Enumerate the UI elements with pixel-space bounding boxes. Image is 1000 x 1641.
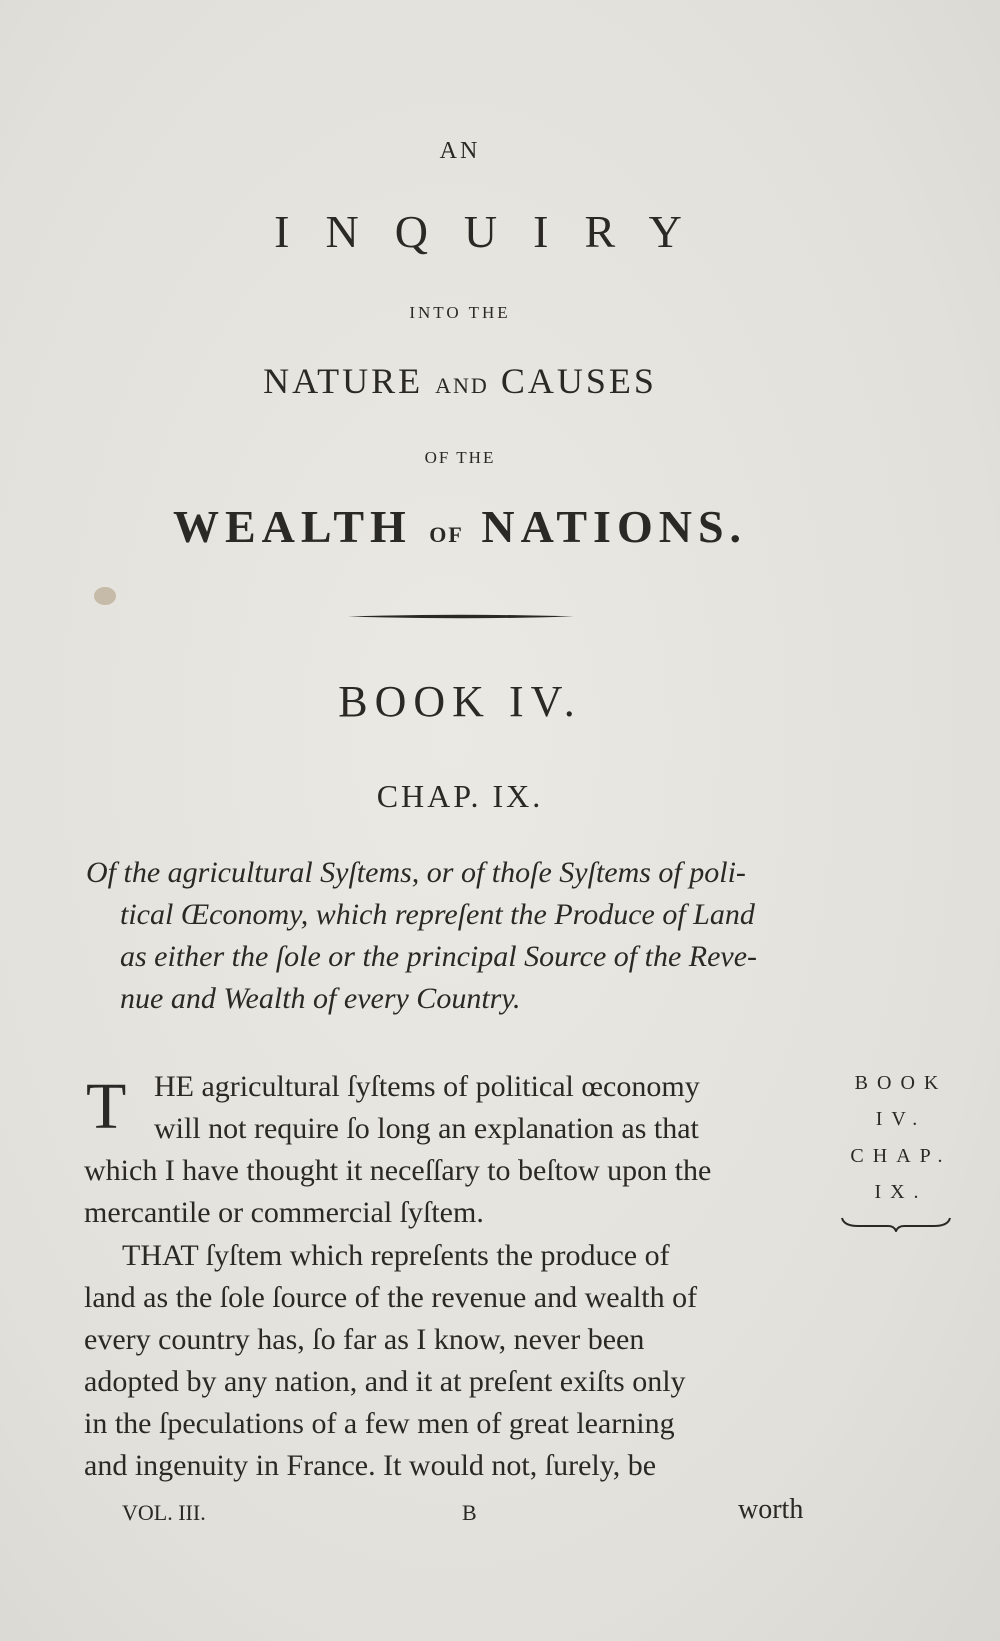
paragraph-2: [84, 1235, 822, 1487]
footer-signature: B: [462, 1500, 477, 1525]
book-heading: BOOK IV.: [338, 677, 582, 726]
chapter-title: [86, 852, 826, 1020]
chapter-heading: CHAP. IX.: [376, 778, 544, 814]
title-wealth-of-nations: [0, 500, 920, 553]
title-an: AN: [439, 138, 481, 164]
footer-volume: VOL. III.: [122, 1500, 206, 1525]
paragraph-line: adopted by any nation, and it at preſent exiſts only: [84, 1365, 686, 1398]
title-nations: NATIONS.: [481, 501, 748, 552]
title-of-the: OF THE: [424, 448, 496, 467]
footer-catchword: worth: [738, 1494, 804, 1525]
margin-book-num: IV.: [875, 1108, 927, 1130]
paragraph-line: HE agricultural ſyſtems of political œconomy: [154, 1070, 700, 1103]
paragraph-line: will not require ſo long an explanation as that: [154, 1112, 699, 1145]
chapter-title-line: as either the ſole or the principal Source of the Reve-: [120, 940, 758, 973]
title-inquiry: INQUIRY: [274, 206, 718, 257]
title-and: AND: [435, 373, 489, 398]
margin-book: BOOK: [854, 1072, 948, 1094]
ornamental-rule: [348, 614, 574, 619]
margin-brace: [840, 1216, 952, 1232]
title-into-the: INTO THE: [409, 303, 511, 322]
title-causes: CAUSES: [500, 361, 657, 401]
margin-chap: CHAP.: [850, 1145, 952, 1167]
paragraph-line: and ingenuity in France. It would not, ſurely, be: [84, 1449, 657, 1482]
chapter-title-line: nue and Wealth of every Country.: [120, 982, 521, 1015]
chapter-title-line: tical Œconomy, which repreſent the Produce of Land: [120, 898, 755, 931]
margin-chap-num: IX.: [874, 1181, 928, 1203]
paragraph-line: land as the ſole ſource of the revenue and wealth of: [84, 1281, 698, 1314]
paragraph-line: every country has, ſo far as I know, never been: [84, 1323, 645, 1356]
paragraph-line: which I have thought it neceſſary to beſtow upon the: [84, 1154, 712, 1187]
paragraph-line: in the ſpeculations of a few men of great learning: [84, 1407, 675, 1440]
foxing-stain: [94, 587, 116, 605]
paragraph-line: THAT ſyſtem which repreſents the produce of: [122, 1239, 670, 1272]
paragraph-1: [84, 1066, 822, 1234]
title-nature: NATURE: [263, 361, 424, 401]
title-wealth: WEALTH: [172, 501, 412, 552]
chapter-title-line: Of the agricultural Syſtems, or of thoſe Syſtems of poli-: [86, 856, 746, 889]
title-nature-and-causes: [0, 360, 920, 402]
drop-cap: T: [86, 1070, 127, 1143]
paragraph-line: mercantile or commercial ſyſtem.: [84, 1196, 484, 1229]
title-of: OF: [429, 522, 464, 547]
